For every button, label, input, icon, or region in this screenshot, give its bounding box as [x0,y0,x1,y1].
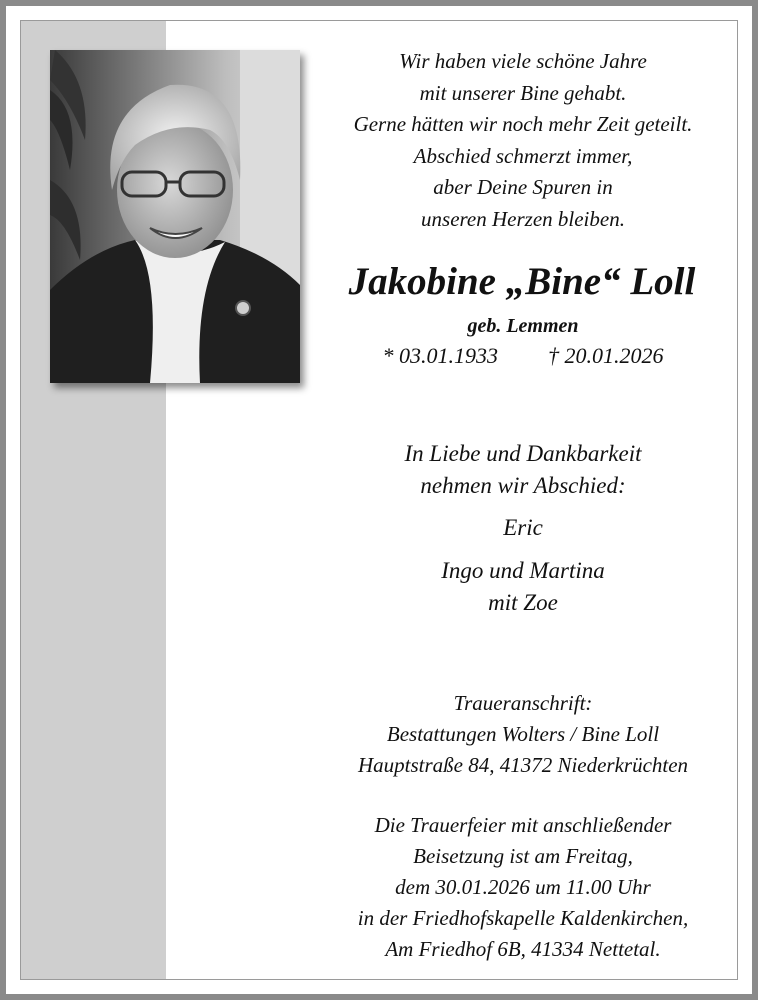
birth-name: geb. Lemmen [467,315,579,337]
poem-line: Gerne hätten wir noch mehr Zeit geteilt. [353,112,693,136]
life-dates [322,342,724,370]
deceased-name: Jakobine „Bine“ Loll [348,260,696,303]
death-date: † 20.01.2026 [548,343,664,368]
portrait-image [50,50,300,383]
farewell-text [322,438,724,502]
poem-line: Abschied schmerzt immer, [413,143,633,168]
mourner-line: mit Zoe [488,590,558,615]
memorial-poem [322,46,724,235]
address-heading: Traueranschrift: [453,691,593,715]
mourner-line: Ingo und Martina [441,558,605,583]
funeral-service-info [312,810,734,965]
service-line: in der Friedhofskapelle Kaldenkirchen, [357,906,689,930]
address-line: Bestattungen Wolters / Bine Loll [386,722,660,746]
mourner-name: Eric [503,515,543,540]
poem-line: Wir haben viele schöne Jahre [399,49,647,73]
portrait-photo [50,50,300,383]
mourning-address [322,688,724,781]
farewell-line: nehmen wir Abschied: [420,473,626,498]
service-line: dem 30.01.2026 um 11.00 Uhr [395,875,651,899]
service-line: Die Trauerfeier mit anschließender [374,813,672,837]
service-line: Beisetzung ist am Freitag, [413,844,633,868]
poem-line: unseren Herzen bleiben. [421,206,625,231]
birth-date: * 03.01.1933 [382,343,498,368]
address-line: Hauptstraße 84, 41372 Niederkrüchten [357,753,689,777]
mourner-group [322,555,724,619]
service-line: Am Friedhof 6B, 41334 Nettetal. [385,937,661,961]
poem-line: aber Deine Spuren in [433,175,613,199]
poem-line: mit unserer Bine gehabt. [419,80,627,105]
farewell-line: In Liebe und Dankbarkeit [404,441,642,466]
